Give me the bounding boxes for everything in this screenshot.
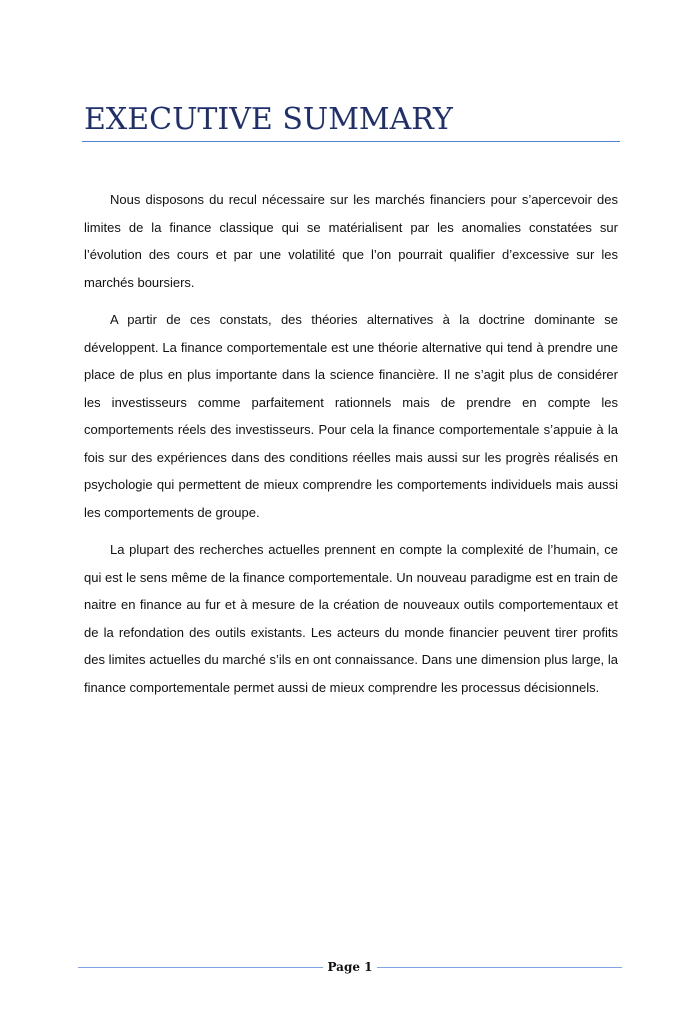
page-title: EXECUTIVE SUMMARY xyxy=(84,102,453,137)
paragraph-1: Nous disposons du recul nécessaire sur les marchés financiers pour s’apercevoir des limites de la finance classique qui se matérialisent par les anomalies constatées sur l’évolution des cours et par une volatilité que l’on pourrait qualifier d’excessive sur les marchés boursiers. xyxy=(84,192,618,290)
title-underline xyxy=(82,141,620,142)
footer-rule-right xyxy=(377,967,622,968)
paragraph-2: A partir de ces constats, des théories alternatives à la doctrine dominante se développent. La finance comportementale est une théorie alternative qui tend à prendre une place de plus en plus importante dans la science financière. Il ne s’agit plus de considérer les investisseurs comme parfaitement rationnels mais de prendre en compte les comportements réels des investisseurs. Pour cela la finance comportementale s’appuie à la fois sur des expériences dans des conditions réelles mais aussi sur les progrès réalisés en psychologie qui permettent de mieux comprendre les comportements individuels mais aussi les comportements de groupe. xyxy=(84,312,618,520)
footer-rule-left xyxy=(78,967,323,968)
page-number: Page 1 xyxy=(327,960,373,974)
paragraph-3: La plupart des recherches actuelles prennent en compte la complexité de l’humain, ce qui est le sens même de la finance comportementale. Un nouveau paradigme est en train de naitre en finance au fur et à mesure de la création de nouveaux outils comportementaux et de la refondation des outils existants. Les acteurs du monde financier peuvent tirer profits des limites actuelles du marché s’ils en ont connaissance. Dans une dimension plus large, la finance comportementale permet aussi de mieux comprendre les processus décisionnels. xyxy=(84,542,618,695)
document-body xyxy=(84,186,618,711)
